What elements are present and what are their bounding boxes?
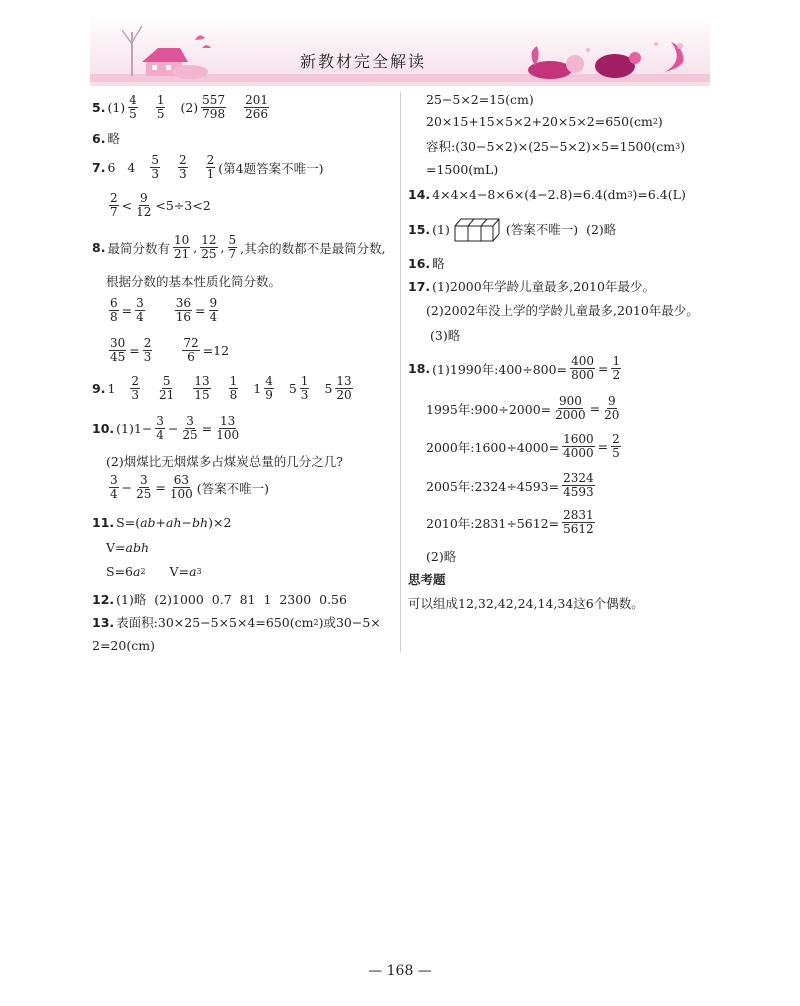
variable: ab (140, 515, 156, 530)
fraction (178, 154, 188, 181)
numerator: 6 (110, 296, 118, 310)
denominator: 16 (175, 310, 192, 324)
answer-text: 2000年:1600÷4000= (426, 439, 560, 455)
answer-text: ) (657, 114, 663, 129)
fraction (143, 337, 153, 364)
fraction (193, 375, 210, 402)
answer-text: 最简分数有 (107, 240, 170, 256)
fraction (244, 94, 269, 121)
fraction (228, 234, 238, 261)
numerator: 72 (183, 336, 199, 350)
value: 1 (107, 381, 116, 396)
answer-text: 2=20(cm) (92, 638, 155, 653)
numerator: 4 (265, 374, 273, 388)
expression: <5÷3<2 (155, 198, 211, 213)
answer-18-row2 (426, 395, 623, 422)
fraction (169, 474, 194, 501)
numerator: 2 (612, 432, 620, 446)
answer-17-part3 (430, 326, 460, 344)
fraction (562, 509, 595, 536)
fraction (229, 375, 239, 402)
numerator: 63 (173, 473, 189, 487)
operator: = (155, 480, 166, 495)
answer-text: (2)烟煤比无烟煤多占煤炭总量的几分之几? (106, 454, 343, 469)
answer-13-cont-2 (426, 114, 663, 129)
denominator: 6 (187, 350, 195, 364)
page-title: 新教材完全解读 (300, 52, 427, 71)
whole-part: 5 (324, 381, 333, 396)
operator: − (121, 480, 133, 495)
answer-number: 18. (408, 361, 431, 376)
fraction (135, 192, 152, 219)
fraction (135, 474, 152, 501)
numerator: 2 (143, 336, 152, 350)
numerator: 2831 (563, 508, 594, 522)
answer-17 (408, 277, 655, 295)
denominator: 798 (202, 107, 226, 121)
exponent: 3 (675, 141, 681, 151)
operator: = (129, 343, 140, 358)
answer-18-row5 (426, 509, 598, 536)
expression: (1)1− (116, 421, 153, 436)
fraction (173, 234, 190, 261)
fraction (554, 395, 587, 422)
fraction (209, 297, 219, 324)
answer-number: 9. (92, 381, 106, 396)
answer-text: 表面积:30×25−5×5×4=650(cm (116, 615, 314, 630)
denominator: 20 (336, 388, 352, 402)
answer-text: )或30−5× (318, 615, 381, 630)
numerator: 9 (209, 296, 218, 310)
denominator: 1 (206, 167, 215, 181)
denominator: 21 (159, 388, 175, 402)
fraction (264, 375, 274, 402)
answer-number: 6. (92, 130, 106, 146)
numerator: 5 (162, 374, 171, 388)
think-answer (408, 594, 644, 612)
fraction (175, 297, 192, 324)
part-label: (1) (432, 221, 450, 237)
answer-text: =1500(mL) (426, 162, 499, 177)
answer-13-cont-1 (426, 92, 534, 107)
denominator: 5612 (563, 522, 594, 536)
denominator: 3 (300, 388, 309, 402)
fraction (562, 472, 595, 499)
fraction (570, 355, 595, 382)
answer-18-row4 (426, 472, 598, 499)
exponent: 2 (313, 617, 319, 627)
formula-part: )×2 (208, 515, 232, 530)
page-number: — 168 — (368, 963, 432, 979)
denominator: 2 (612, 368, 621, 382)
operator: = (597, 361, 609, 376)
answer-text: 略 (107, 131, 120, 146)
whole-part: 1 (253, 381, 262, 396)
answer-7 (92, 154, 324, 181)
fraction (200, 234, 217, 261)
answer-number: 8. (92, 240, 106, 255)
fraction (182, 337, 199, 364)
denominator: 3 (131, 388, 140, 402)
variable: ah (166, 515, 182, 530)
value: 4 (127, 160, 136, 175)
operator: = (201, 421, 213, 436)
denominator: 5 (129, 107, 137, 121)
fraction (150, 154, 160, 181)
answer-text: 2005年:2324÷4593= (426, 478, 560, 494)
answer-number: 17. (408, 278, 431, 294)
answer-12 (92, 590, 347, 608)
operator: − (181, 515, 193, 530)
numerator: 4 (129, 93, 137, 107)
denominator: 100 (169, 487, 193, 501)
variable: a (189, 564, 197, 579)
operator: − (167, 421, 179, 436)
denominator: 4 (110, 487, 118, 501)
denominator: 3 (179, 167, 187, 181)
fraction (206, 154, 216, 181)
numerator: 201 (245, 93, 268, 107)
numerator: 10 (173, 233, 190, 247)
fraction (611, 433, 621, 460)
fraction (109, 337, 126, 364)
value: 6 (107, 160, 116, 175)
answer-13-cont-4 (426, 162, 498, 177)
answer-number: 15. (408, 221, 431, 237)
answer-text: 根据分数的基本性质化简分数。 (106, 274, 282, 289)
fraction (603, 395, 620, 422)
answer-7-comparison (106, 192, 211, 219)
numerator: 5 (151, 153, 159, 167)
answer-text: (2)略 (426, 549, 457, 564)
numerator: 557 (202, 93, 226, 107)
denominator: 8 (229, 388, 238, 402)
answer-text: 25−5×2=15(cm) (426, 92, 534, 107)
exponent: 2 (140, 567, 146, 576)
numerator: 3 (186, 414, 194, 428)
answer-18-row3 (426, 433, 624, 460)
denominator: 45 (110, 350, 126, 364)
answer-8-line2 (106, 272, 281, 290)
denominator: 25 (136, 487, 152, 501)
part-label: (1) (107, 100, 126, 115)
fraction (156, 94, 166, 121)
fraction (109, 297, 119, 324)
denominator: 2000 (555, 408, 586, 422)
answer-6 (92, 129, 120, 147)
answer-16 (408, 254, 445, 272)
denominator: 9 (265, 388, 273, 402)
formula-part: S=( (116, 515, 141, 530)
numerator: 9 (139, 191, 148, 205)
answer-10 (92, 415, 243, 442)
answer-text: 1995年:900÷2000= (426, 401, 552, 417)
fraction (335, 375, 352, 402)
denominator: 3 (143, 350, 152, 364)
answer-11-cube (106, 564, 202, 579)
answer-number: 11. (92, 515, 115, 530)
denominator: 4 (156, 428, 164, 442)
operator: = (195, 303, 206, 318)
numerator: 1 (156, 93, 165, 107)
answer-text: (1)略 (2)1000 0.7 81 1 2300 0.56 (116, 592, 347, 607)
operator: < (121, 198, 133, 213)
denominator: 266 (245, 107, 268, 121)
numerator: 30 (110, 336, 126, 350)
exponent: 3 (627, 190, 633, 199)
answer-18-row1 (408, 355, 624, 382)
answer-18-part2 (426, 547, 456, 565)
part-label: (2) (180, 100, 199, 115)
fraction (215, 415, 240, 442)
denominator: 7 (228, 247, 237, 261)
answer-text: 2010年:2831÷5612= (426, 515, 560, 531)
answer-text: ) (680, 138, 686, 154)
numerator: 3 (110, 473, 118, 487)
answer-number: 5. (92, 100, 106, 115)
denominator: 4000 (563, 446, 594, 460)
denominator: 100 (216, 428, 240, 442)
denominator: 12 (136, 205, 152, 219)
numerator: 13 (220, 414, 236, 428)
fraction (158, 375, 175, 402)
denominator: 5 (156, 107, 165, 121)
answer-number: 7. (92, 160, 106, 175)
numerator: 2 (131, 374, 140, 388)
column-divider (400, 92, 401, 652)
note: (第4题答案不唯一) (218, 160, 324, 176)
formula-part: V= (169, 564, 190, 579)
formula-part: V= (106, 540, 126, 555)
numerator: 13 (336, 374, 352, 388)
numerator: 3 (139, 473, 148, 487)
denominator: 15 (194, 388, 210, 402)
numerator: 36 (175, 296, 192, 310)
exponent: 3 (196, 567, 202, 576)
denominator: 21 (173, 247, 190, 261)
answer-text: (1)1990年:400÷800= (432, 361, 568, 377)
numerator: 2324 (563, 471, 594, 485)
numerator: 13 (194, 374, 210, 388)
answer-9 (92, 375, 356, 402)
answer-text: 略 (432, 256, 445, 271)
denominator: 800 (571, 368, 594, 382)
numerator: 900 (558, 394, 582, 408)
numerator: 3 (156, 414, 164, 428)
numerator: 1 (300, 374, 309, 388)
numerator: 1 (612, 354, 621, 368)
denominator: 4593 (563, 485, 594, 499)
numerator: 1 (229, 374, 238, 388)
denominator: 25 (201, 247, 217, 261)
answer-10-calc (106, 474, 269, 501)
formula-part: S=6 (106, 564, 133, 579)
numerator: 1600 (563, 432, 594, 446)
think-title (408, 570, 448, 588)
answer-number: 10. (92, 421, 115, 436)
answer-text: (2)2002年没上学的学龄儿童最多,2010年最少。 (426, 303, 699, 318)
answer-text: (3)略 (430, 328, 461, 343)
answer-10-part2 (106, 452, 343, 470)
answer-11-volume (106, 540, 149, 555)
fraction (155, 415, 165, 442)
fraction (181, 415, 198, 442)
answer-number: 14. (408, 187, 431, 202)
fraction (128, 94, 138, 121)
denominator: 4 (209, 310, 218, 324)
numerator: 9 (607, 394, 616, 408)
answer-text: ,其余的数都不是最简分数, (240, 240, 386, 256)
exponent: 2 (652, 117, 658, 126)
fraction (562, 433, 595, 460)
denominator: 20 (604, 408, 620, 422)
operator: = (589, 401, 601, 416)
answer-text: (答案不唯一) (2)略 (505, 222, 617, 237)
numerator: 12 (201, 233, 217, 247)
answer-13-cont-3 (426, 137, 685, 155)
cuboid-figure (453, 216, 503, 242)
fraction (135, 297, 145, 324)
answer-number: 16. (408, 255, 431, 271)
whole-part: 5 (288, 381, 297, 396)
denominator: 8 (110, 310, 118, 324)
answer-text: 20×15+15×5×2+20×5×2=650(cm (426, 114, 653, 129)
answer-8 (92, 234, 386, 261)
numerator: 2 (206, 153, 215, 167)
fraction (611, 355, 621, 382)
fraction (109, 474, 119, 501)
numerator: 400 (571, 354, 594, 368)
answer-13 (92, 613, 381, 631)
answer-text: 可以组成12,32,42,24,14,34这6个偶数。 (408, 596, 644, 611)
variable: a (133, 564, 141, 579)
comma: , (220, 240, 225, 255)
expression: =12 (202, 343, 230, 358)
answer-number: 12. (92, 591, 115, 607)
note: (答案不唯一) (196, 480, 270, 496)
fraction (130, 375, 140, 402)
answer-13-line2 (92, 638, 155, 653)
operator: = (121, 303, 133, 318)
denominator: 3 (151, 167, 159, 181)
answer-8-row2 (106, 337, 229, 364)
numerator: 3 (136, 296, 144, 310)
numerator: 2 (179, 153, 187, 167)
fraction (201, 94, 226, 121)
denominator: 5 (612, 446, 620, 460)
answer-text: 容积:(30−5×2)×(25−5×2)×5=1500(cm (426, 139, 676, 154)
answer-number: 13. (92, 614, 115, 630)
fraction (300, 375, 310, 402)
answer-text: )=6.4(L) (632, 187, 686, 202)
answer-8-row1 (106, 297, 221, 324)
denominator: 7 (110, 205, 118, 219)
comma: , (193, 240, 198, 255)
answer-text: (1)2000年学龄儿童最多,2010年最少。 (432, 279, 655, 294)
operator: + (155, 515, 167, 530)
variable: abh (125, 540, 150, 555)
denominator: 25 (182, 428, 198, 442)
answer-17-part2 (426, 301, 699, 319)
numerator: 5 (228, 233, 237, 247)
answer-5 (92, 94, 272, 121)
answer-11 (92, 515, 231, 530)
section-title: 思考题 (408, 572, 446, 587)
variable: bh (192, 515, 209, 530)
denominator: 4 (136, 310, 144, 324)
operator: = (597, 439, 609, 454)
fraction (109, 192, 119, 219)
numerator: 2 (110, 191, 118, 205)
answer-text: 4×4×4−8×6×(4−2.8)=6.4(dm (432, 187, 628, 202)
answer-15 (408, 216, 616, 242)
answer-14 (408, 187, 686, 202)
